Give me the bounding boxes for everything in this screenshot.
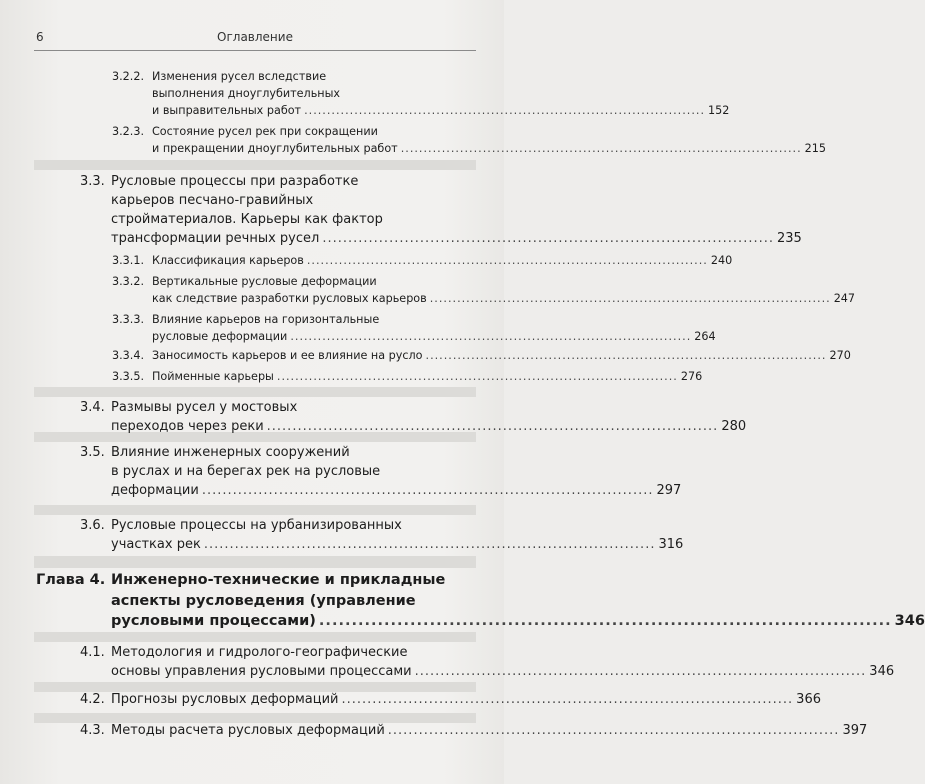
- entry-number: 3.3.1.: [112, 254, 145, 267]
- dot-leader: ........................................................................................: [318, 613, 892, 629]
- dot-leader: ........................................................................................: [290, 330, 692, 343]
- chapter-title-line: аспекты русловедения (управление: [111, 592, 416, 609]
- dot-leader: ........................................................................................: [400, 142, 802, 155]
- entry-page: 247: [833, 292, 856, 305]
- entry-title-line: Размывы русел у мостовых: [111, 400, 298, 415]
- entry-page: 240: [710, 254, 733, 267]
- entry-title-line: как следствие разработки русловых карьеров: [152, 292, 427, 305]
- entry-title-line: и выправительных работ: [152, 104, 302, 117]
- entry-number: 3.6.: [80, 518, 105, 533]
- entry-title-line: Русловые процессы на урбанизированных: [111, 518, 402, 533]
- entry-number: 4.3.: [80, 723, 105, 738]
- section-separator: [34, 387, 476, 397]
- entry-title-line: Методы расчета русловых деформаций: [111, 723, 385, 738]
- entry-title-line: выполнения дноуглубительных: [152, 87, 341, 100]
- section-separator: [34, 505, 476, 515]
- entry-title-line: Влияние карьеров на горизонтальные: [152, 313, 380, 326]
- dot-leader: ........................................................................................: [304, 104, 706, 117]
- page-number: 6: [36, 30, 44, 44]
- entry-title-line: Изменения русел вследствие: [152, 70, 327, 83]
- dot-leader: ........................................................................................: [322, 231, 774, 246]
- entry-title-line: деформации: [111, 483, 199, 498]
- entry-number: 3.2.2.: [112, 70, 145, 83]
- entry-page: 264: [694, 330, 716, 343]
- entry-title-line: Вертикальные русловые деформации: [152, 275, 377, 288]
- entry-title-line: участках рек: [111, 537, 201, 552]
- chapter-title-line: русловыми процессами): [111, 613, 316, 629]
- entry-number: 3.2.3.: [112, 125, 145, 138]
- entry-number: 3.3.2.: [112, 275, 145, 288]
- entry-title-line: и прекращении дноуглубительных работ: [152, 142, 398, 155]
- entry-page: 215: [804, 142, 827, 155]
- entry-title-line: в руслах и на берегах рек на русловые: [111, 464, 381, 479]
- entry-number: 3.5.: [80, 445, 105, 460]
- dot-leader: ........................................................................................: [414, 664, 867, 679]
- dot-leader: ........................................................................................: [341, 692, 794, 707]
- entry-number: 4.1.: [80, 645, 105, 660]
- dot-leader: ........................................................................................: [429, 292, 831, 305]
- dot-leader: ........................................................................................: [201, 483, 654, 498]
- section-separator: [34, 556, 476, 568]
- entry-title-line: Заносимость карьеров и ее влияние на русло: [152, 349, 423, 362]
- dot-leader: ........................................................................................: [266, 419, 719, 434]
- entry-title-line: переходов через реки: [111, 419, 264, 434]
- entry-page: 297: [656, 483, 682, 498]
- entry-number: 3.3.3.: [112, 313, 145, 326]
- dot-leader: ........................................................................................: [203, 537, 656, 552]
- entry-title-line: Классификация карьеров: [152, 254, 304, 267]
- entry-page: 366: [796, 692, 821, 707]
- entry-page: 316: [658, 537, 684, 552]
- section-separator: [34, 632, 476, 642]
- header-rule: [34, 50, 476, 51]
- entry-title-line: Прогнозы русловых деформаций: [111, 692, 339, 707]
- entry-page: 346: [894, 613, 925, 629]
- chapter-title-line: Инженерно-технические и прикладные: [111, 572, 446, 588]
- entry-title-line: трансформации речных русел: [111, 231, 320, 246]
- entry-title-line: стройматериалов. Карьеры как фактор: [111, 212, 383, 227]
- entry-number: 3.4.: [80, 400, 105, 415]
- entry-title-line: карьеров песчано-гравийных: [111, 193, 314, 208]
- entry-number: 3.3.: [80, 174, 105, 189]
- entry-title-line: Состояние русел рек при сокращении: [152, 125, 378, 138]
- dot-leader: ........................................................................................: [306, 254, 708, 267]
- entry-title-line: Влияние инженерных сооружений: [111, 445, 350, 460]
- entry-title-line: Русловые процессы при разработке: [111, 174, 359, 189]
- entry-page: 346: [869, 664, 895, 679]
- dot-leader: ........................................................................................: [425, 349, 827, 362]
- entry-number: 3.3.4.: [112, 349, 145, 362]
- entry-number: 4.2.: [80, 692, 105, 707]
- dot-leader: ........................................................................................: [276, 370, 678, 383]
- entry-title-line: русловые деформации: [152, 330, 288, 343]
- dot-leader: ........................................................................................: [387, 723, 840, 738]
- section-separator: [34, 160, 476, 170]
- entry-number: 3.3.5.: [112, 370, 145, 383]
- entry-page: 152: [708, 104, 730, 117]
- entry-page: 276: [680, 370, 703, 383]
- entry-title-line: основы управления русловыми процессами: [111, 664, 412, 679]
- entry-page: 280: [721, 419, 747, 434]
- entry-title-line: Пойменные карьеры: [152, 370, 274, 383]
- entry-page: 235: [777, 231, 802, 246]
- entry-page: 270: [829, 349, 851, 362]
- entry-title-line: Методология и гидролого-географические: [111, 645, 408, 660]
- entry-page: 397: [842, 723, 868, 738]
- running-title: Оглавление: [217, 30, 293, 44]
- chapter-number: Глава 4.: [36, 572, 106, 588]
